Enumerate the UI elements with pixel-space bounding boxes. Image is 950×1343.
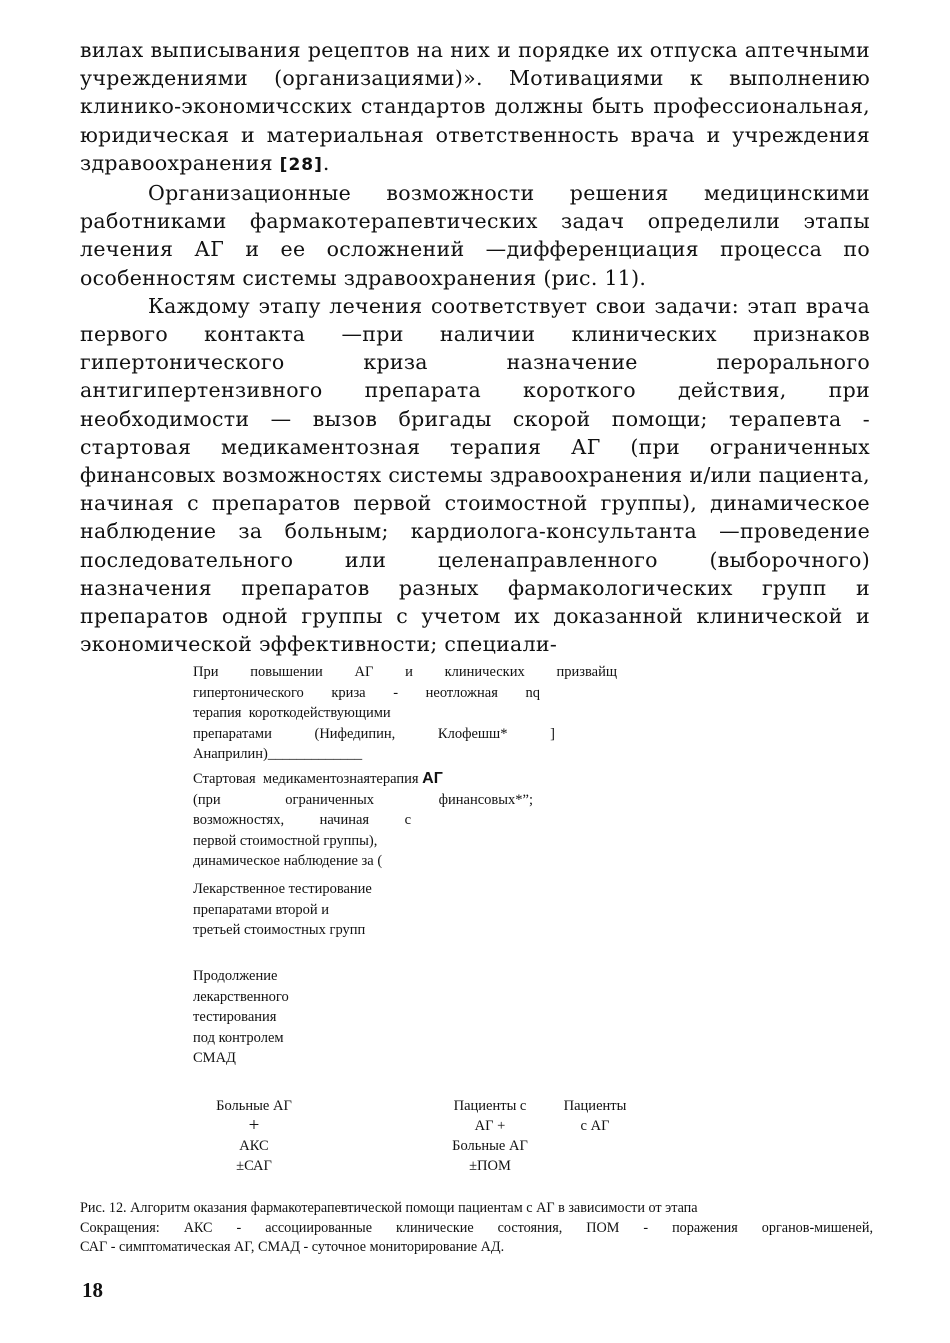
figure-word: и (405, 664, 413, 680)
figure-word: Клофешш* (437, 725, 508, 742)
figure-word: с (404, 812, 411, 828)
figure-line: АКС (239, 1138, 269, 1154)
figure-word: АГ (354, 664, 374, 680)
figure-line (193, 810, 411, 831)
figure-word: При (193, 664, 219, 680)
figure-block-continued-testing (193, 966, 289, 1069)
paragraph-1 (80, 36, 870, 179)
figure-line (193, 724, 555, 745)
caption-abbreviations-cont: САГ - симптоматическая АГ, СМАД - суточное мониторирование АД. (80, 1239, 505, 1255)
figure-block-start-therapy (193, 769, 533, 872)
figure-line: Продолжение (193, 968, 278, 984)
figure-line: ±САГ (236, 1158, 272, 1174)
figure-line: препаратами второй и (193, 901, 329, 918)
plus-sign: + (248, 1115, 260, 1136)
figure-line: ±ПОМ (469, 1158, 511, 1174)
figure-word: клинических (444, 664, 525, 680)
figure-line: под контролем (193, 1029, 284, 1046)
figure-line (193, 683, 540, 704)
body-text (80, 36, 870, 658)
figure-block-emergency (193, 662, 617, 765)
figure-word: гипертонического (193, 684, 304, 701)
figure-line: АГ + (474, 1118, 506, 1134)
figure-line: динамическое наблюдение за ( (193, 853, 383, 869)
figure-word: - (393, 684, 399, 701)
figure-word: криза (331, 684, 366, 701)
figure-word: (при (193, 791, 221, 808)
figure-line: Пациенты (563, 1098, 627, 1114)
caption-title: Рис. 12. Алгоритм оказания фармакотерапевтической помощи пациентам с АГ в зависимости от этапа (80, 1200, 698, 1216)
figure-word: ] (550, 725, 555, 742)
paragraph-1-end: . (322, 150, 330, 175)
caption-abbreviations: Сокращения: АКС - ассоциированные клинические состояния, ПОМ - поражения органов-мишеней, (80, 1219, 873, 1236)
patient-group-middle (436, 1096, 544, 1176)
figure-line: Лекарственное тестирование (193, 881, 372, 897)
page-number: 18 (82, 1278, 103, 1302)
figure-line: третьей стоимостных групп (193, 922, 366, 938)
figure-line (193, 790, 533, 811)
figure-word: финансовых*”; (438, 791, 533, 808)
figure-word: начиная (319, 812, 370, 828)
figure-block-drug-testing (193, 879, 372, 941)
figure-word: повышении (250, 664, 323, 680)
figure-word: возможностях, (193, 812, 285, 828)
patient-group-right (552, 1096, 638, 1136)
figure-line: Больные АГ (452, 1138, 528, 1154)
figure-word: препаратами (193, 725, 272, 742)
figure-line: Анаприлин)_____________ (193, 746, 363, 762)
figure-caption (80, 1199, 873, 1258)
figure-line: лекарственного (193, 988, 289, 1005)
figure-line: с АГ (580, 1118, 610, 1134)
figure-line (193, 769, 533, 790)
figure-word: (Нифедипин, (314, 725, 396, 742)
paragraph-3: Каждому этапу лечения соответствует свои задачи: этап врача первого контакта —при наличии клинических признаков гипертонического криза назначение перорального антигипертензивного препарата короткого действия, при необходимости — вызов бригады скорой помощи; терапевта - стартовая медикаментозная терапия АГ (при ограниченных финансовых возможностях системы здравоохранения и/или пациента, начиная с препаратов первой стоимостной группы), динамическое наблюдение за больным; кардиолога-консультанта —проведение последовательного или целенаправленного (выборочного) назначения препаратов разных фармакологических групп и препаратов одной группы с учетом их доказанной клинической и экономической эффективности; специали- (80, 293, 870, 657)
paragraph-1-text: вилах выписывания рецептов на них и порядке их отпуска аптечными учреждениями (организациями)». Мотивациями к выполнению клинико-экономичсских стандартов должны быть профессиональная, юридическая и материальная ответственность врача и учреждения здравоохранения (80, 38, 870, 175)
paragraph-2: Организационные возможности решения медицинскими работниками фармакотерапевтических задач определили этапы лечения АГ и ее осложнений —дифференциация процесса по особенностям системы здравоохранения (рис. 11). (80, 181, 870, 290)
figure-word: призвайщ (556, 664, 617, 680)
figure-line (193, 662, 617, 683)
figure-line: Пациенты с (453, 1098, 527, 1114)
figure-word: неотложная (425, 684, 498, 701)
figure-ag-label: АГ (422, 770, 443, 787)
patient-group-left (198, 1096, 310, 1176)
citation-ref: [28] (279, 154, 323, 175)
figure-word: nq (525, 684, 540, 701)
figure-word: ограниченных (285, 791, 374, 808)
figure-line: терапия короткодействующими (193, 705, 391, 721)
figure-line: тестирования (193, 1009, 277, 1025)
figure-line: первой стоимостной группы), (193, 832, 378, 849)
figure-line: Больные АГ (216, 1098, 292, 1114)
figure-line: СМАД (193, 1050, 236, 1066)
figure-text: Стартовая медикаментознаятерапия (193, 771, 419, 787)
